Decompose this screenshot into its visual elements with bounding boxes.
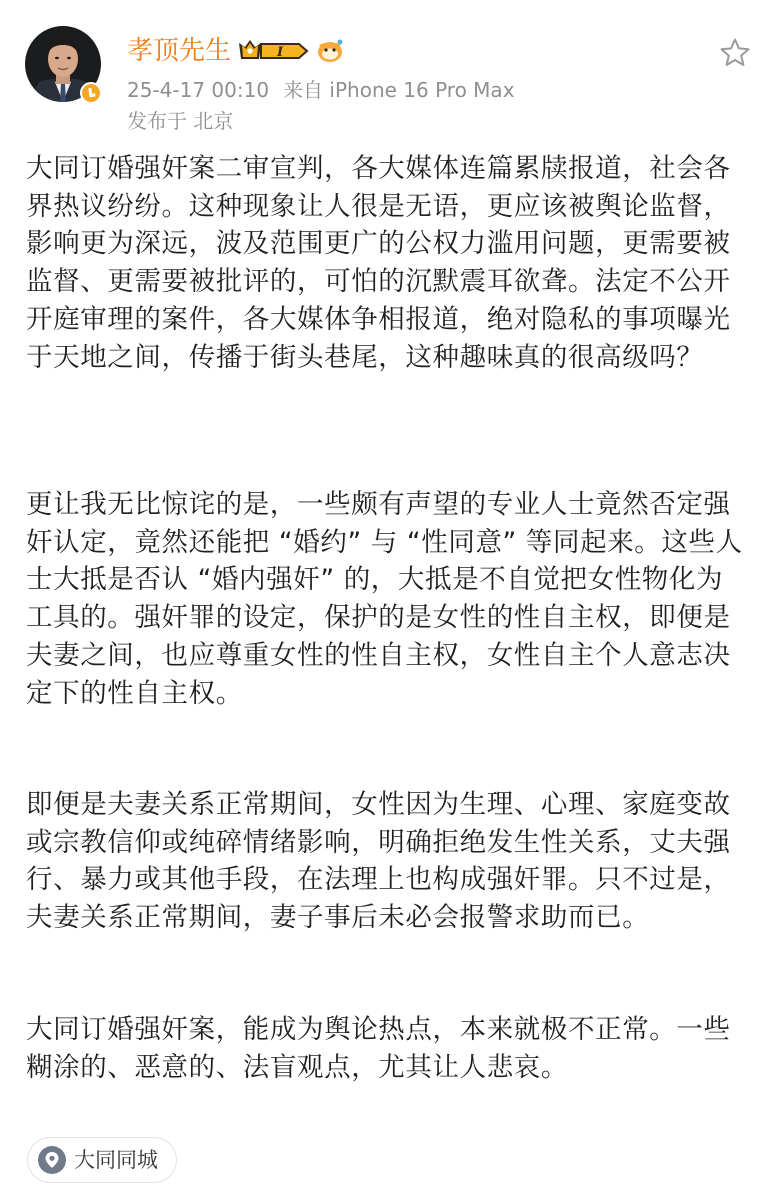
author-name[interactable]: 孝顶先生 <box>127 36 232 66</box>
post-location: 发布于 北京 <box>127 109 234 133</box>
topic-label: 大同同城 <box>74 1148 158 1172</box>
topic-chip[interactable] <box>27 1137 177 1183</box>
favorite-button[interactable] <box>718 36 752 70</box>
post-meta <box>127 76 515 104</box>
post-source: 来自 iPhone 16 Pro Max <box>283 78 515 102</box>
verified-badge-icon <box>80 82 102 104</box>
location-city-icon <box>38 1146 66 1174</box>
vip-level: I <box>277 45 284 60</box>
star-icon <box>718 36 752 70</box>
post-paragraph: 大同订婚强奸案，能成为舆论热点，本来就极不正常。一些糊涂的、恶意的、法盲观点，尤其让人悲哀。 <box>26 1014 731 1083</box>
post-paragraph: 大同订婚强奸案二审宣判，各大媒体连篇累牍报道，社会各界热议纷纷。这种现象让人很是无语，更应该被舆论监督，影响更为深远，波及范围更广的公权力滥用问题，更需要被监督、更需要被批评的，可怕的沉默震耳欲聋。法定不公开开庭审理的案件，各大媒体争相报道，绝对隐私的事项曝光于天地之间，传播于街头巷尾，这种趣味真的很高级吗？ <box>26 153 731 373</box>
post-paragraph: 即便是夫妻关系正常期间，女性因为生理、心理、家庭变故或宗教信仰或纯碎情绪影响，明确拒绝发生性关系，丈夫强行、暴力或其他手段，在法理上也构成强奸罪。只不过是，夫妻关系正常期间，妻子事后未必会报警求助而已。 <box>26 789 731 934</box>
post-paragraph: 更让我无比惊诧的是，一些颇有声望的专业人士竟然否定强奸认定，竟然还能把 “婚约” 与 “性同意” 等同起来。这些人士大抵是否认 “婚内强奸” 的，大抵是不自觉把女性物化为工具的。强奸罪的设定，保护的是女性的性自主权，即便是夫妻之间，也应尊重女性的性自主权，女性自主个人意志决定下的性自主权。 <box>26 489 743 709</box>
author-badges <box>237 36 345 66</box>
post-timestamp: 25-4-17 00:10 <box>127 78 270 102</box>
fan-emoji-badge[interactable] <box>315 37 345 65</box>
vip-crown-badge[interactable] <box>237 37 311 65</box>
